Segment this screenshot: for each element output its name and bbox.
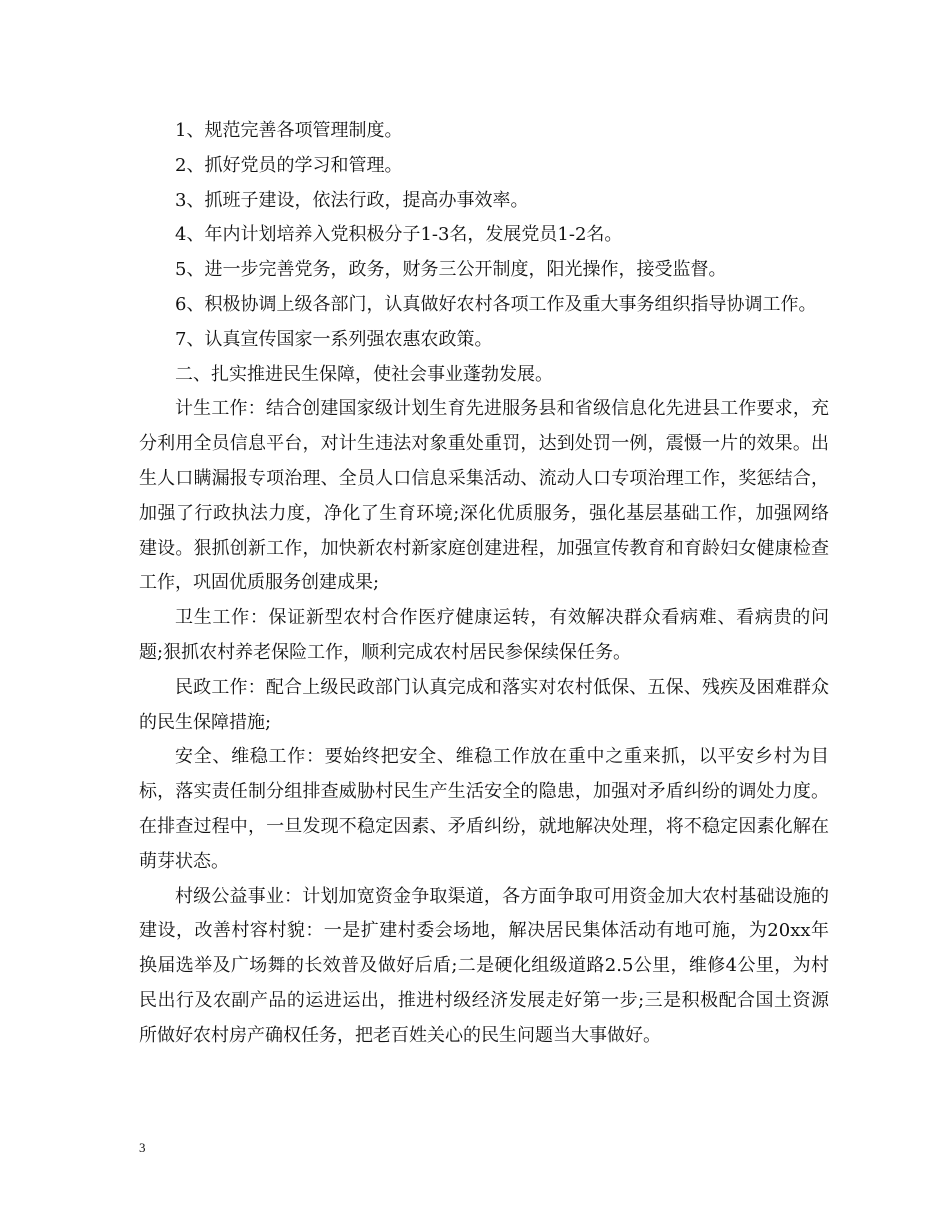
document-body xyxy=(139,114,829,1054)
paragraph-6: 6、积极协调上级各部门，认真做好农村各项工作及重大事务组织指导协调工作。 xyxy=(175,293,817,315)
paragraph-3: 3、抓班子建设，依法行政，提高办事效率。 xyxy=(175,189,529,211)
paragraph-1: 1、规范完善各项管理制度。 xyxy=(175,120,403,141)
paragraph-4: 4、年内计划培养入党积极分子1-3名，发展党员1-2名。 xyxy=(175,224,623,246)
section-heading-2: 二、扎实推进民生保障，使社会事业蓬勃发展。 xyxy=(175,363,553,385)
paragraph-health: 卫生工作：保证新型农村合作医疗健康运转，有效解决群众看病难、看病贵的问题;狠抓农村养老保险工作，顺利完成农村居民参保续保任务。 xyxy=(139,607,829,663)
paragraph-civil-affairs: 民政工作：配合上级民政部门认真完成和落实对农村低保、五保、残疾及困难群众的民生保障措施; xyxy=(139,676,829,733)
paragraph-5: 5、进一步完善党务，政务，财务三公开制度，阳光操作，接受监督。 xyxy=(175,259,727,281)
paragraph-public-welfare: 村级公益事业：计划加宽资金争取渠道，各方面争取可用资金加大农村基础设施的建设，改善村容村貌：一是扩建村委会场地，解决居民集体活动有地可施，为20xx年换届选举及广场舞的长效普及做好后盾;二是硬化组级道路2.5公里，维修4公里，为村民出行及农副产品的运进运出，推进村级经济发展走好第一步;三是积极配合国土资源所做好农村房产确权任务，把老百姓关心的民生问题当大事做好。 xyxy=(139,885,829,1046)
paragraph-2: 2、抓好党员的学习和管理。 xyxy=(175,154,403,176)
paragraph-7: 7、认真宣传国家一系列强农惠农政策。 xyxy=(175,328,493,350)
paragraph-family-planning: 计生工作：结合创建国家级计划生育先进服务县和省级信息化先进县工作要求，充分利用全员信息平台，对计生违法对象重处重罚，达到处罚一例，震慑一片的效果。出生人口瞒漏报专项治理、全员人口信息采集活动、流动人口专项治理工作，奖惩结合，加强了行政执法力度，净化了生育环境;深化优质服务，强化基层基础工作，加强网络建设。狠抓创新工作，加快新农村新家庭创建进程，加强宣传教育和育龄妇女健康检查工作，巩固优质服务创建成果; xyxy=(139,398,829,594)
paragraph-safety-stability: 安全、维稳工作：要始终把安全、维稳工作放在重中之重来抓，以平安乡村为目标，落实责任制分组排查威胁村民生产生活安全的隐患，加强对矛盾纠纷的调处力度。在排查过程中，一旦发现不稳定因素、矛盾纠纷，就地解决处理，将不稳定因素化解在萌芽状态。 xyxy=(139,746,829,872)
page-number: 3 xyxy=(139,1140,146,1155)
